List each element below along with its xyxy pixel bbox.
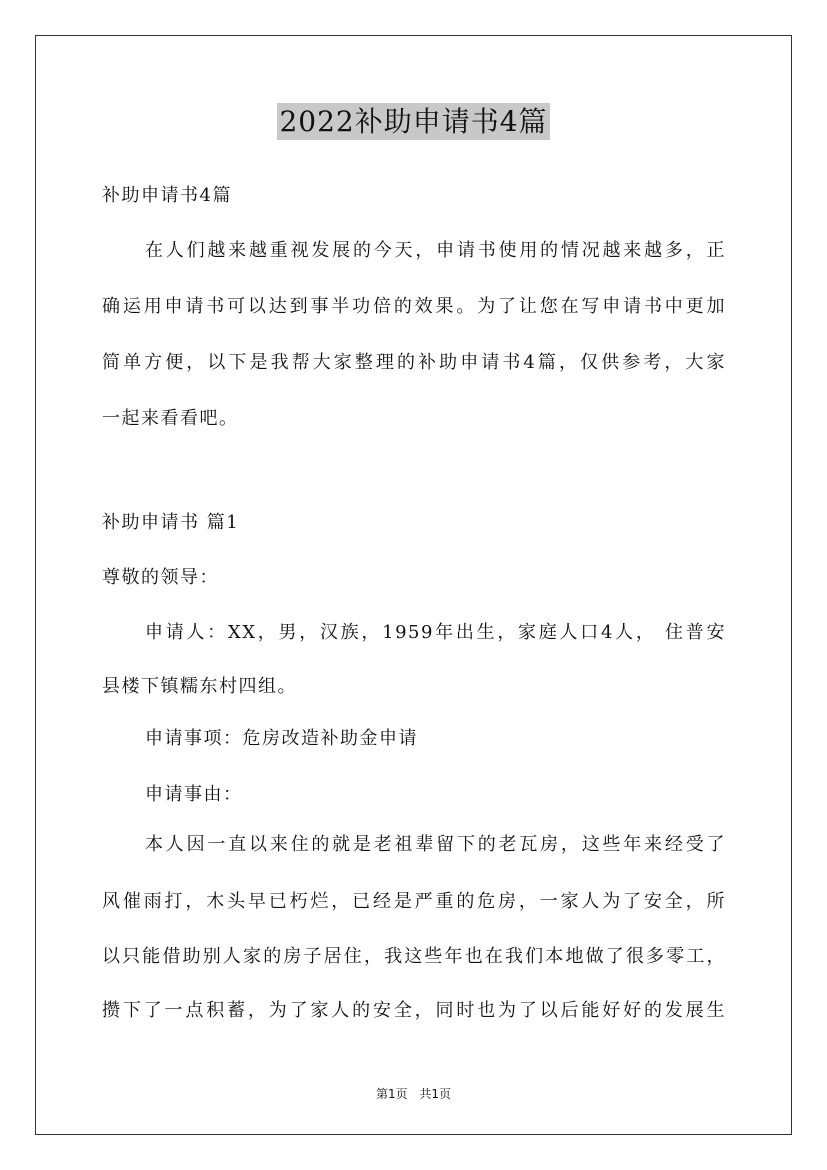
page-number: 第1页 (375, 1087, 408, 1101)
reason-label: 申请事由： (145, 784, 243, 805)
intro-line: 在人们越来越重视发展的今天，申请书使用的情况越来越多，正 (145, 240, 726, 261)
reason-line: 以只能借助别人家的房子居住，我这些年也在我们本地做了很多零工， (102, 946, 726, 967)
page-footer (0, 1085, 827, 1102)
document-title-row (0, 100, 827, 140)
applicant-line: 县楼下镇糯东村四组。 (102, 676, 297, 697)
applicant-line: 申请人：XX，男，汉族，1959年出生，家庭人口4人， 住普安 (145, 622, 726, 643)
page-total: 共1页 (419, 1087, 452, 1101)
intro-line: 一起来看看吧。 (102, 408, 239, 429)
reason-line: 本人因一直以来住的就是老祖辈留下的老瓦房，这些年来经受了 (145, 834, 726, 855)
reason-line: 风催雨打，木头早已朽烂，已经是严重的危房，一家人为了安全，所 (102, 891, 726, 912)
document-title: 2022补助申请书4篇 (279, 105, 548, 138)
salutation: 尊敬的领导： (102, 567, 219, 588)
intro-line: 简单方便，以下是我帮大家整理的补助申请书4篇，仅供参考，大家 (102, 352, 726, 373)
section-heading: 补助申请书 篇1 (102, 512, 240, 533)
intro-line: 确运用申请书可以达到事半功倍的效果。为了让您在写申请书中更加 (102, 296, 726, 317)
document-subtitle: 补助申请书4篇 (102, 185, 232, 206)
reason-line: 攒下了一点积蓄，为了家人的安全，同时也为了以后能好好的发展生 (102, 1000, 726, 1021)
application-matter: 申请事项：危房改造补助金申请 (145, 728, 418, 749)
